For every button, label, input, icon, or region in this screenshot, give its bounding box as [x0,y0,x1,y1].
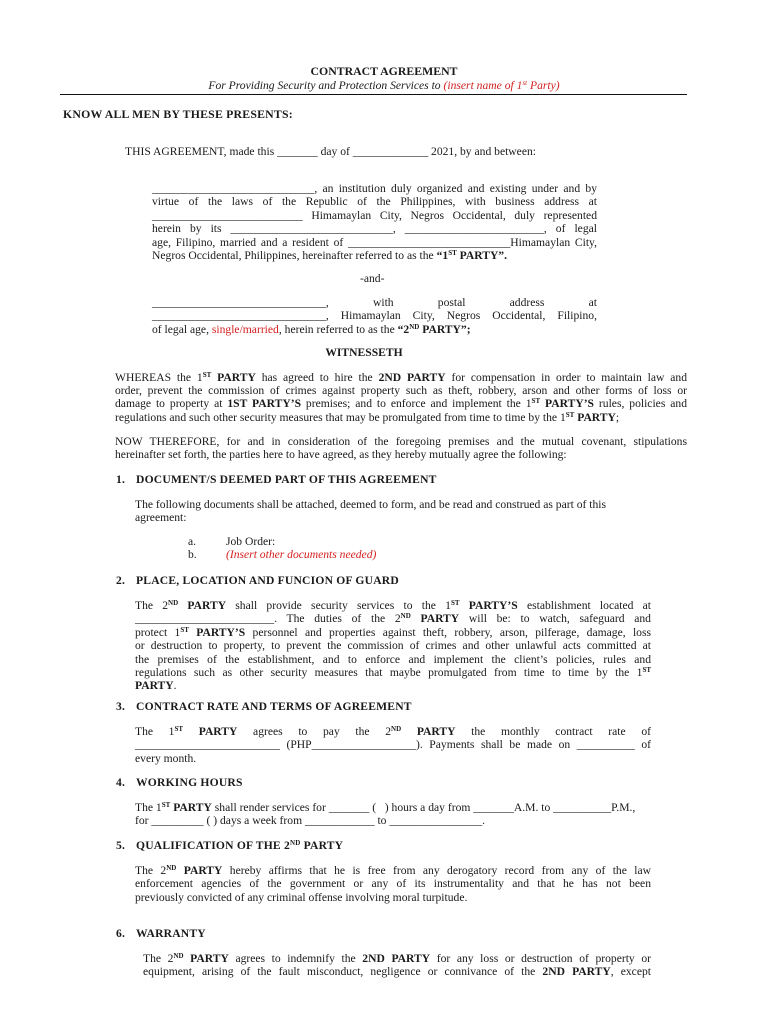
first-party-line-4: herein by its ____________________________, ________________________, of legal [152,222,597,236]
section-4-heading [116,776,243,789]
section-6-line-1: The 2ND PARTY agrees to indemnify the 2ND PARTY for any loss or destruction of property or [143,952,651,965]
second-party-word-postal: postal [437,296,466,309]
section-4-number: 4. [116,776,126,789]
section-5-line-3: previously convicted of any criminal offense involving moral turpitude. [135,890,468,904]
section-2-line-6: regulations such as other security measures that maybe promulgated from time to time by the 1ST [135,666,651,680]
section-2-title: PLACE, LOCATION AND FUNCION OF GUARD [136,574,399,587]
whereas-continuation [115,384,687,424]
section-6-number: 6. [116,927,126,940]
section-6-heading [116,927,206,940]
list-text-a: Job Order: [226,535,276,548]
witnesseth-heading: WITNESSETH [325,346,403,359]
whereas-line-3: damage to property at 1ST PARTY’S premises; and to enforce and implement the 1ST PARTY’S rules, policies and [115,397,687,411]
section-2-number: 2. [116,574,126,587]
first-party-line-5: age, Filipino, married and a resident of ____________________________Himamaylan City, [152,235,597,249]
section-1-title: DOCUMENT/S DEEMED PART OF THIS AGREEMENT [136,473,437,486]
section-5-heading: 5. QUALIFICATION OF THE 2ND PARTY [116,839,344,852]
section-1-number: 1. [116,473,126,486]
section-4-title: WORKING HOURS [136,776,243,789]
agreement-date-line: THIS AGREEMENT, made this _______ day of _____________ 2021, by and between: [125,145,536,158]
section-3-heading [116,700,412,713]
civil-status-placeholder: single/married [211,322,279,336]
first-party-line-6 [152,249,597,262]
whereas-line-2: order, prevent the commission of crimes against property such as theft, robbery, arson and other forms of loss or [115,384,687,397]
section-3-line-3: every month. [135,751,197,765]
first-party-block [152,182,597,262]
whereas-paragraph [115,371,687,384]
second-party-name-blank: ______________________________, [152,296,329,309]
section-3-line-1: The 1ST PARTY agrees to pay the 2ND PARTY the monthly contract rate of [135,725,651,738]
second-party-legal-age: of legal age, [152,322,212,336]
section-1-line-1: The following documents shall be attached, deemed to form, and be read and construed as part of this [135,498,607,511]
list-marker-b: b. [188,548,197,561]
whereas-line-1: WHEREAS the 1ST PARTY has agreed to hire the 2ND PARTY for compensation in order to maintain law and [115,371,687,384]
section-2-line-4: or destruction to property, to prevent the commission of crimes and other unlawful acts committed at [135,639,651,653]
now-therefore-line-1: NOW THEREFORE, for and in consideration of the foregoing premises and the mutual covenant, stipulations [115,435,687,448]
now-therefore-line-2: hereinafter set forth, the parties here to have agreed, as they hereby mutually agree the following: [115,448,567,461]
section-2-line-7: PARTY. [135,679,177,693]
know-all-men-heading: KNOW ALL MEN BY THESE PRESENTS: [63,107,293,121]
subtitle-placeholder: (insert name of 1st Party) [443,79,560,92]
document-subtitle [0,79,768,92]
header-rule [60,94,687,95]
first-party-line-6-text: Negros Occidental, Philippines, hereinafter referred to as the [152,249,437,263]
section-2-line-1: The 2ND PARTY shall provide security services to the 1ST PARTY’S establishment located at [135,599,651,612]
section-2-line-5: the premises of the establishment, and to enforce and implement the client’s policies, rules and [135,652,651,666]
list-marker-a: a. [188,535,197,548]
list-text-b: (Insert other documents needed) [226,548,377,561]
first-party-line-3: __________________________ Himamaylan City, Negros Occidental, duly represented [152,208,597,222]
now-therefore-continuation [115,448,687,461]
section-3-title: CONTRACT RATE AND TERMS OF AGREEMENT [136,700,412,713]
and-separator: -and- [360,272,385,285]
section-5-line-2: enforcement agencies of the government or any of its instrumentality and that he has not been [135,877,651,891]
section-4-body [135,801,667,828]
section-3-line-2: _________________________ (PHP__________________). Payments shall be made on __________ of [135,738,651,752]
second-party-line-1 [152,296,597,309]
section-5-line-1: The 2ND PARTY hereby affirms that he is free from any derogatory record from any of the law [135,864,651,877]
section-4-line-2: for _________ ( ) days a week from ____________ to ________________. [135,814,486,828]
section-1-body [135,498,687,525]
second-party-block [152,296,597,336]
section-6-body [143,952,651,979]
second-party-word-at: at [588,296,597,309]
section-1-heading [116,473,437,486]
section-2-heading [116,574,399,587]
section-4-line-1: The 1ST PARTY shall render services for _______ ( ) hours a day from _______A.M. to __________P.M., [135,801,636,814]
section-1-list-item-a [188,535,275,548]
document-title: CONTRACT AGREEMENT [310,64,458,78]
section-5-body [135,864,651,904]
first-party-designation: “1ST PARTY”. [436,249,508,263]
second-party-word-with: with [372,296,394,309]
now-therefore-paragraph [115,435,687,448]
whereas-line-4: regulations and such other security measures that may be promulgated from time to time by the 1ST PARTY; [115,410,620,424]
first-party-line-1: ____________________________, an institution duly organized and existing under and by [152,182,597,195]
second-party-line-2: ______________________________, Himamaylan City, Negros Occidental, Filipino, [152,309,597,323]
section-3-number: 3. [116,700,126,713]
section-2-body [135,599,651,693]
second-party-line-3 [152,323,597,336]
section-6-line-2: equipment, arising of the fault misconduct, negligence or connivance of the 2ND PARTY, except [143,965,651,979]
section-2-line-3: protect 1ST PARTY’S personnel and properties against theft, robbery, arson, pilferage, damage, loss [135,625,652,639]
section-5-number: 5. [116,839,126,852]
second-party-designation: “2ND PARTY”; [397,322,471,336]
subtitle-text: For Providing Security and Protection Services to [208,79,441,92]
section-6-title: WARRANTY [136,927,206,940]
section-1-line-2: agreement: [135,511,187,525]
first-party-line-2: virtue of the laws of the Republic of the Philippines, with business address at [152,195,597,209]
section-3-body [135,725,651,765]
second-party-referred: , herein referred to as the [278,322,398,336]
second-party-word-address: address [509,296,545,309]
section-2-line-2: ________________________. The duties of the 2ND PARTY will be: to watch, safeguard and [135,612,651,626]
section-1-list-item-b [188,548,376,561]
